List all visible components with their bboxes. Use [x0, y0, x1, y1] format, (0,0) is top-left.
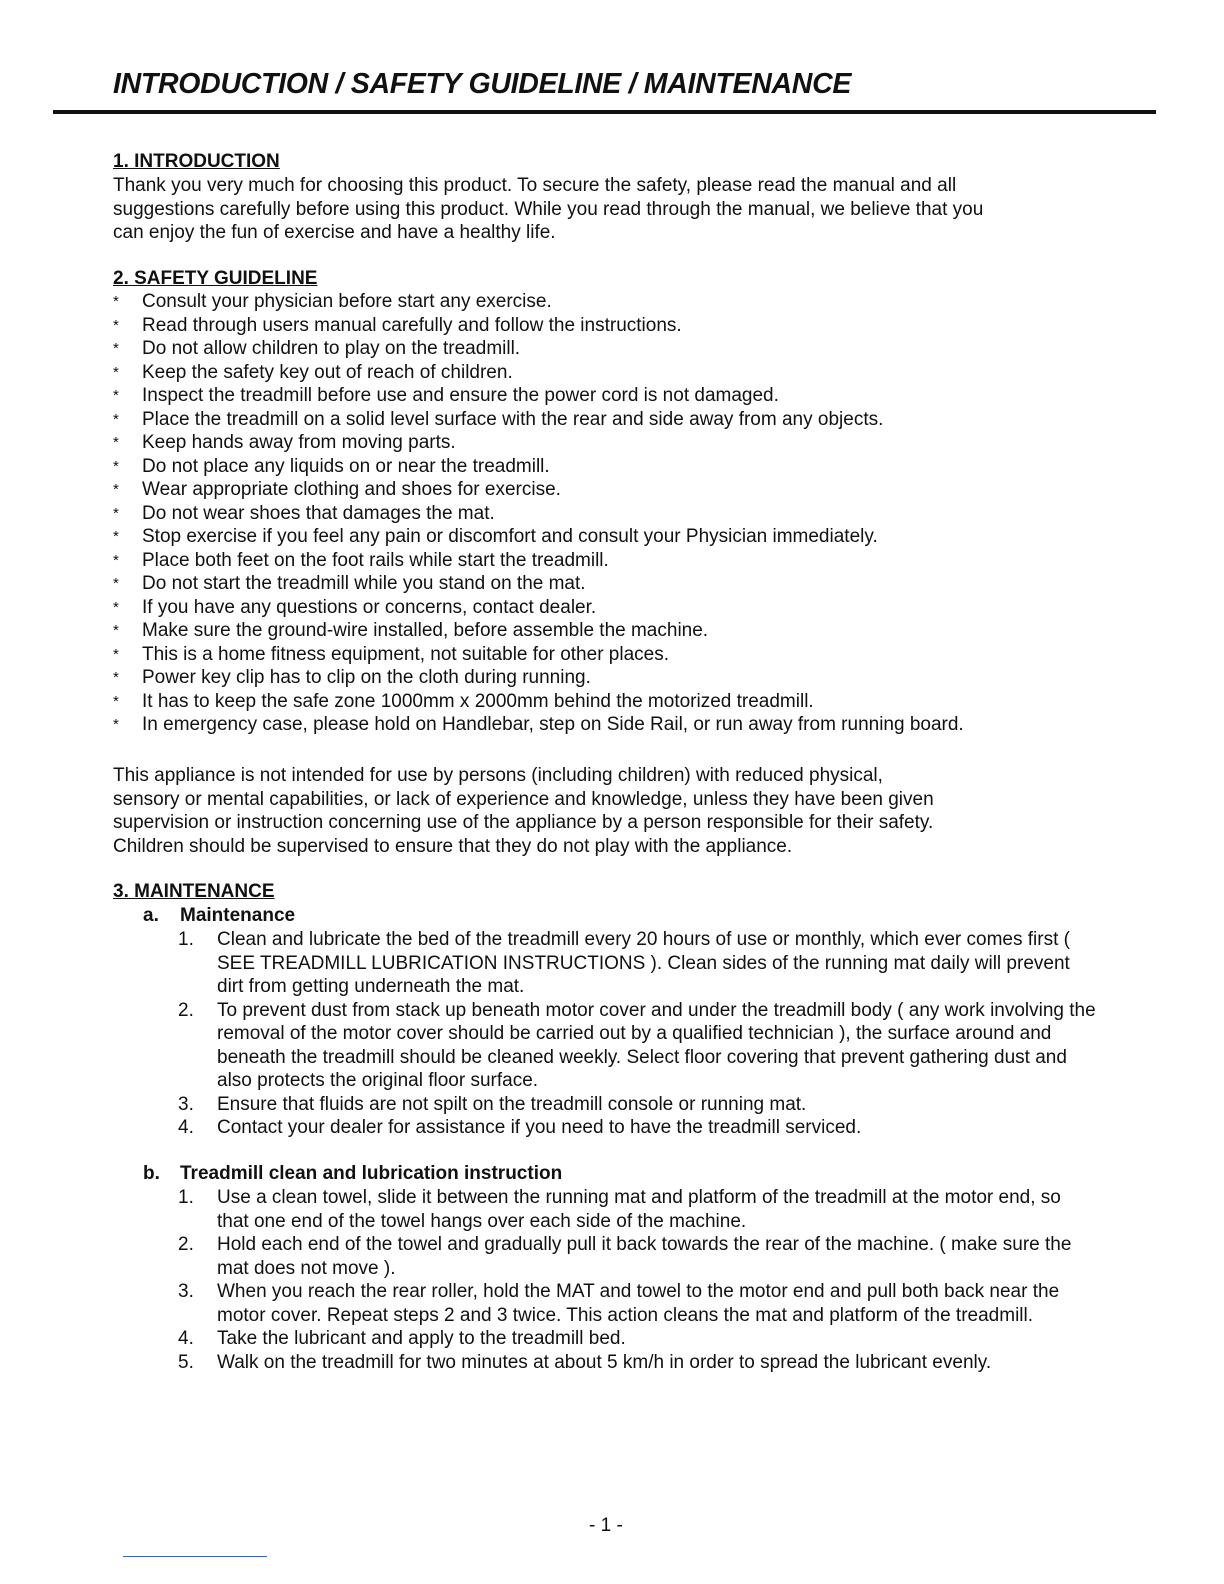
- bullet-icon: *: [113, 551, 119, 569]
- maintenance-item: [178, 999, 1097, 1093]
- item-text: Take the lubricant and apply to the treadmill bed.: [217, 1328, 626, 1349]
- safety-heading: 2. SAFETY GUIDELINE: [113, 268, 318, 289]
- item-number: 3.: [178, 1093, 194, 1115]
- sub-a-title: Maintenance: [180, 905, 296, 926]
- bullet-icon: *: [113, 504, 119, 522]
- safety-item-text: Power key clip has to clip on the cloth during running.: [142, 667, 591, 688]
- safety-item-text: If you have any questions or concerns, contact dealer.: [142, 596, 597, 618]
- safety-item: [113, 690, 964, 714]
- sub-b-title: Treadmill clean and lubrication instruction: [180, 1163, 563, 1184]
- item-text: When you reach the rear roller, hold the MAT and towel to the motor end and pull both back near the motor cover. Repeat steps 2 and 3 twice. This action cleans the mat and platform of the treadmill.: [217, 1281, 1060, 1326]
- lubrication-item: [178, 1327, 1097, 1351]
- safety-item-text: Do not start the treadmill while you stand on the mat.: [142, 573, 586, 594]
- safety-item-text: This is a home fitness equipment, not suitable for other places.: [142, 643, 669, 665]
- safety-item-text: Make sure the ground-wire installed, before assemble the machine.: [142, 620, 709, 641]
- notice-line: Children should be supervised to ensure that they do not play with the appliance.: [113, 835, 793, 857]
- bullet-icon: *: [113, 598, 119, 616]
- introduction-paragraph: [113, 174, 983, 245]
- sub-b-letter: b.: [143, 1163, 160, 1184]
- safety-item: [113, 478, 964, 502]
- maintenance-heading: 3. MAINTENANCE: [113, 881, 275, 902]
- introduction-line: suggestions carefully before using this product. While you read through the manual, we believe that you: [113, 198, 984, 220]
- item-number: 4.: [178, 1328, 194, 1349]
- bullet-icon: *: [113, 316, 119, 334]
- lubrication-item: [178, 1233, 1097, 1280]
- safety-notice: [113, 764, 934, 858]
- maintenance-item: [178, 1116, 1097, 1140]
- notice-line: supervision or instruction concerning use of the appliance by a person responsible for their safety.: [113, 812, 934, 833]
- footer-line: [123, 1556, 267, 1557]
- safety-item-text: It has to keep the safe zone 1000mm x 2000mm behind the motorized treadmill.: [142, 690, 814, 712]
- safety-item: [113, 431, 964, 455]
- item-text: To prevent dust from stack up beneath motor cover and under the treadmill body ( any work involving the removal of the motor cover should be carried out by a qualified technician ), the surface around and beneath the treadmill should be cleaned weekly. Select floor covering that prevent gathering dust and also protects the original floor surface.: [217, 999, 1096, 1091]
- safety-item: [113, 549, 964, 573]
- safety-item: [113, 619, 964, 643]
- item-number: 1.: [178, 1187, 194, 1208]
- item-number: 2.: [178, 999, 194, 1021]
- lubrication-item: [178, 1186, 1097, 1233]
- item-number: 2.: [178, 1234, 194, 1255]
- item-text: Contact your dealer for assistance if you need to have the treadmill serviced.: [217, 1117, 862, 1138]
- bullet-icon: *: [113, 716, 119, 733]
- safety-item-text: Stop exercise if you feel any pain or discomfort and consult your Physician immediately.: [142, 526, 878, 547]
- item-number: 1.: [178, 929, 194, 950]
- safety-item-text: In emergency case, please hold on Handlebar, step on Side Rail, or run away from running board.: [142, 714, 964, 735]
- safety-item: [113, 314, 964, 338]
- introduction-line: can enjoy the fun of exercise and have a healthy life.: [113, 222, 556, 243]
- safety-item: [113, 666, 964, 690]
- safety-list: [113, 290, 964, 737]
- safety-item: [113, 361, 964, 385]
- safety-item-text: Keep the safety key out of reach of children.: [142, 361, 513, 383]
- bullet-icon: *: [113, 457, 119, 475]
- page-number: - 1 -: [589, 1515, 623, 1536]
- safety-item-text: Place the treadmill on a solid level surface with the rear and side away from any objects.: [142, 408, 884, 430]
- maintenance-list: [178, 928, 1097, 1140]
- bullet-icon: *: [113, 293, 119, 310]
- bullet-icon: *: [113, 410, 119, 428]
- safety-item: [113, 337, 964, 361]
- item-text: Walk on the treadmill for two minutes at about 5 km/h in order to spread the lubricant evenly.: [217, 1351, 992, 1373]
- item-number: 5.: [178, 1351, 194, 1373]
- safety-item: [113, 525, 964, 549]
- notice-line: sensory or mental capabilities, or lack of experience and knowledge, unless they have been given: [113, 788, 934, 810]
- item-text: Ensure that fluids are not spilt on the treadmill console or running mat.: [217, 1093, 807, 1115]
- bullet-icon: *: [113, 645, 119, 663]
- safety-item-text: Keep hands away from moving parts.: [142, 432, 456, 453]
- bullet-icon: *: [113, 340, 119, 357]
- safety-item: [113, 572, 964, 596]
- item-text: Hold each end of the towel and gradually pull it back towards the rear of the machine. ( make sure the mat does not move ).: [217, 1234, 1072, 1279]
- item-text: Clean and lubricate the bed of the treadmill every 20 hours of use or monthly, which ever comes first ( SEE TREADMILL LUBRICATION INSTRUCTIONS ). Clean sides of the running mat daily will prevent dirt from getting underneath the mat.: [217, 929, 1070, 997]
- title-rule: [53, 110, 1156, 114]
- bullet-icon: *: [113, 387, 119, 404]
- maintenance-sub-b-heading: [143, 1162, 562, 1186]
- bullet-icon: *: [113, 622, 119, 639]
- safety-item-text: Consult your physician before start any exercise.: [142, 291, 552, 312]
- lubrication-item: [178, 1351, 1097, 1375]
- safety-item: [113, 455, 964, 479]
- safety-item-text: Wear appropriate clothing and shoes for exercise.: [142, 479, 561, 500]
- bullet-icon: *: [113, 575, 119, 592]
- page-title: INTRODUCTION / SAFETY GUIDELINE / MAINTENANCE: [113, 68, 852, 100]
- item-text: Use a clean towel, slide it between the running mat and platform of the treadmill at the motor end, so that one end of the towel hangs over each side of the machine.: [217, 1187, 1061, 1232]
- maintenance-sub-a-heading: [143, 904, 295, 928]
- safety-item: [113, 596, 964, 620]
- maintenance-item: [178, 928, 1097, 999]
- safety-item-text: Read through users manual carefully and follow the instructions.: [142, 314, 682, 336]
- lubrication-item: [178, 1280, 1097, 1327]
- bullet-icon: *: [113, 363, 119, 381]
- sub-a-letter: a.: [143, 905, 159, 926]
- bullet-icon: *: [113, 669, 119, 686]
- bullet-icon: *: [113, 481, 119, 498]
- safety-item-text: Do not place any liquids on or near the treadmill.: [142, 455, 550, 477]
- safety-item-text: Do not allow children to play on the treadmill.: [142, 338, 521, 359]
- safety-item-text: Inspect the treadmill before use and ensure the power cord is not damaged.: [142, 385, 779, 406]
- bullet-icon: *: [113, 692, 119, 710]
- bullet-icon: *: [113, 528, 119, 545]
- introduction-heading: 1. INTRODUCTION: [113, 151, 280, 172]
- bullet-icon: *: [113, 434, 119, 451]
- lubrication-list: [178, 1186, 1097, 1374]
- item-number: 3.: [178, 1281, 194, 1302]
- safety-item: [113, 643, 964, 667]
- notice-line: This appliance is not intended for use by persons (including children) with reduced physical,: [113, 765, 883, 786]
- maintenance-item: [178, 1093, 1097, 1117]
- safety-item: [113, 408, 964, 432]
- safety-item: [113, 384, 964, 408]
- introduction-line: Thank you very much for choosing this product. To secure the safety, please read the manual and all: [113, 175, 957, 196]
- item-number: 4.: [178, 1117, 194, 1138]
- safety-item-text: Do not wear shoes that damages the mat.: [142, 502, 495, 524]
- safety-item-text: Place both feet on the foot rails while start the treadmill.: [142, 549, 609, 571]
- safety-item: [113, 713, 964, 737]
- safety-item: [113, 502, 964, 526]
- safety-item: [113, 290, 964, 314]
